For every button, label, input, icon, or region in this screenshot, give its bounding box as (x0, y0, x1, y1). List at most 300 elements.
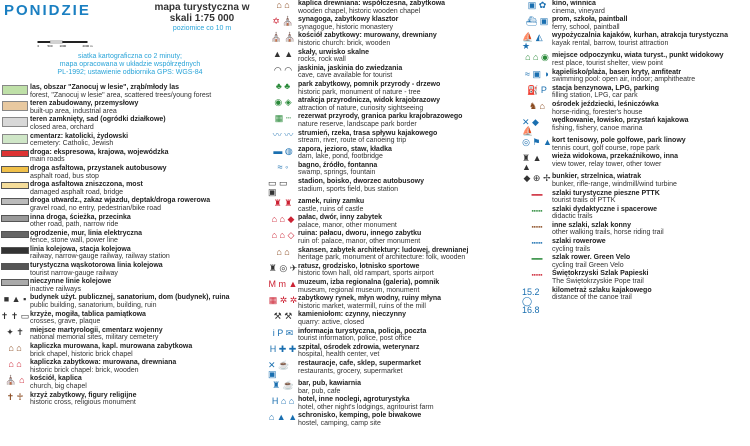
map-symbol-icon: ♣ ♣ (275, 80, 291, 91)
legend-label-en: restaurants, grocery, supermarket (298, 367, 403, 375)
legend-list-1 (0, 84, 266, 407)
legend-symbol-icon (0, 343, 30, 353)
legend-symbol-icon (522, 238, 552, 248)
legend-symbol-icon (0, 133, 30, 144)
map-symbol-icon: ≈ ▣ ◑ (525, 68, 549, 79)
map-symbol-icon: ⌂ ⌂ ◇ (271, 230, 295, 241)
area-swatch-icon (2, 134, 28, 144)
legend-text (298, 97, 520, 112)
legend-entry (268, 412, 520, 427)
legend-text (298, 0, 520, 15)
legend-text (30, 246, 266, 261)
legend-symbol-icon (522, 32, 552, 51)
legend-list-2 (268, 0, 520, 428)
legend-text (552, 69, 750, 84)
legend-label-pl: ruina: pałacu, dworu, innego zabytku (298, 230, 422, 238)
legend-label-en: nature reserve, landscape park border (298, 120, 417, 128)
legend-symbol-icon (522, 117, 552, 136)
legend-symbol-icon (522, 206, 552, 216)
legend-text (30, 343, 266, 358)
legend-label-pl: kościół zabytkowy: murowany, drewniany (298, 32, 437, 40)
legend-text (298, 178, 520, 193)
legend-label-en: dam, lake, pond, footbridge (298, 153, 383, 161)
legend-text (30, 327, 266, 342)
legend-text (552, 238, 750, 253)
legend-text (30, 165, 266, 180)
legend-entry (0, 116, 266, 131)
map-symbol-icon: 〰 〰 (272, 129, 294, 140)
legend-entry (268, 32, 520, 47)
legend-label-en: forest, "Zanocuj w lesie" area, scattered trees/young forest (30, 91, 212, 99)
legend-symbol-icon (268, 328, 298, 338)
legend-label-pl: kapliczka zabytkowa: murowana, drewniana (30, 359, 177, 367)
map-symbol-icon: ✝ ♰ (6, 391, 24, 402)
legend-label-en: ferry, school, paintball (552, 23, 620, 31)
map-symbol-icon: ▣ ✿ (527, 0, 547, 10)
legend-text (552, 16, 750, 31)
legend-symbol-icon (268, 81, 298, 91)
legend-symbol-icon (268, 97, 298, 107)
legend-text (298, 311, 520, 326)
legend-entry (0, 100, 266, 115)
legend-label-en: ruin of: palace, manor, other monument (298, 238, 421, 246)
legend-label-en: cycling trails (552, 245, 591, 253)
legend-label-en: tourist information, police, post office (298, 335, 412, 343)
legend-label-pl: droga: ekspresowa, krajowa, wojewódzka (30, 148, 169, 156)
legend-entry (268, 380, 520, 395)
map-symbol-icon: M m ▲ (268, 279, 298, 289)
legend-label-pl: schronisko, kemping, pole biwakowe (298, 412, 422, 420)
map-symbol-icon: ⛪ ⛪ (270, 32, 296, 43)
legend-symbol-icon (268, 178, 298, 197)
legend-text (30, 359, 266, 374)
legend-text (298, 247, 520, 262)
legend-label-en: The Świętokrzyskie Pope trail (552, 278, 644, 286)
legend-label-pl: stacja benzynowa, LPG, parking (552, 84, 659, 92)
legend-label-en: tourist narrow-gauge railway (30, 269, 118, 277)
legend-label-en: view tower, relay tower, other tower (552, 160, 662, 168)
legend-symbol-icon (268, 130, 298, 140)
legend-text (298, 146, 520, 161)
legend-label-en: horse-riding, forester's house (552, 108, 643, 116)
map-symbol-icon: ⌂ ▲ ▲ (268, 412, 298, 423)
legend-label-pl: kaplica drewniana: współczesna, zabytkowa (298, 0, 446, 7)
legend-label-pl: ośrodek jeździecki, leśniczówka (552, 100, 659, 108)
legend-symbol-icon (522, 254, 552, 264)
legend-text (298, 81, 520, 96)
legend-text (298, 380, 520, 395)
legend-text (30, 133, 266, 148)
legend-label-en: hostel, camping, camp site (298, 419, 381, 427)
legend-entry (268, 49, 520, 64)
map-symbol-icon: ⛵ ◭ ★ (522, 32, 543, 52)
line-style-icon (1, 247, 29, 254)
legend-entry (0, 359, 266, 374)
legend-entry (268, 295, 520, 310)
area-swatch-icon (2, 101, 28, 111)
legend-label-pl: wędkowanie, łowisko, przystań kajakowa (552, 117, 689, 125)
legend-symbol-icon (0, 84, 30, 95)
map-symbol-icon: ◠ ◠ (273, 64, 293, 75)
map-symbol-icon: ┅┅ (531, 205, 543, 216)
legend-symbol-icon (0, 165, 30, 173)
legend-label-en: palace, manor, other monument (298, 221, 397, 229)
legend-entry (522, 137, 750, 152)
map-symbol-icon: ♜ ☕ (272, 379, 294, 390)
legend-entry (268, 344, 520, 359)
legend-label-pl: zamek, ruiny zamku (298, 198, 365, 206)
legend-symbol-icon (268, 214, 298, 224)
legend-entry (268, 328, 520, 343)
legend-label-en: rest place, tourist shelter, view point (552, 59, 663, 67)
legend-entry (268, 247, 520, 262)
legend-entry (0, 165, 266, 180)
legend-text (552, 85, 750, 100)
legend-label-en: filling station, LPG, car park (552, 92, 638, 100)
legend-label-en: rocks, rock wall (298, 56, 346, 64)
legend-text (552, 206, 750, 221)
legend-symbol-icon (268, 360, 298, 379)
map-symbol-icon: ⚒ ⚒ (273, 311, 293, 322)
legend-text (298, 263, 520, 278)
map-symbol-icon: ♜ ♜ (273, 198, 293, 209)
legend-column-2 (268, 0, 520, 429)
legend-symbol-icon (522, 173, 552, 183)
legend-entry (522, 52, 750, 67)
legend-text (552, 287, 750, 302)
legend-text (298, 412, 520, 427)
legend-entry (0, 197, 266, 212)
legend-label-en: stadium, sports field, bus station (298, 185, 398, 193)
legend-label-en: asphalt road, bus stop (30, 172, 99, 180)
legend-entry (522, 206, 750, 221)
legend-label-pl: hotel, inne noclegi, agroturystyka (298, 396, 410, 404)
legend-symbol-icon (268, 49, 298, 59)
map-symbol-icon: ┅┅ (531, 238, 543, 249)
legend-text (552, 153, 750, 168)
map-symbol-icon: ┅┅ (531, 270, 543, 281)
legend-label-pl: park zabytkowy, pomnik przyrody - drzewo (298, 80, 441, 88)
legend-entry (0, 230, 266, 245)
legend-entry (0, 246, 266, 261)
map-symbol-icon: ▦ ┄ (274, 113, 292, 124)
legend-text (30, 294, 266, 309)
legend-label-en: historic park, monument of nature - tree (298, 88, 421, 96)
legend-label-en: tennis court, golf course, rope park (552, 144, 660, 152)
contour-note: poziomice co 10 m (172, 25, 232, 32)
map-symbol-icon: ◉ ◈ (274, 97, 292, 108)
legend-entry (0, 278, 266, 293)
map-symbol-icon: ♜ ▲ ▲ (522, 153, 542, 173)
legend-text (30, 116, 266, 131)
legend-text (30, 149, 266, 164)
legend-entry (268, 16, 520, 31)
legend-label-pl: droga utwardz., zakaz wjazdu, deptak/droga rowerowa (30, 197, 211, 205)
map-symbol-icon: ◆ ⊕ ✢ (523, 173, 551, 184)
legend-entry (0, 149, 266, 164)
map-symbol-icon: ◎ ⚑ ▲ (522, 137, 552, 148)
map-symbol-icon: ┅┅ (531, 221, 543, 232)
legend-entry (0, 327, 266, 342)
legend-label-en: hospital, health center, vet (298, 351, 380, 359)
legend-label-en: didactic trails (552, 213, 593, 221)
map-symbol-icon: ✕ ◆ ⛵ (522, 117, 539, 137)
legend-text (298, 65, 520, 80)
legend-label-en: gravel road, no entry, pedestrian/bike road (30, 204, 162, 212)
legend-label-pl: skansen, zabytek architektury: ludowej, drewnianej (298, 246, 469, 254)
scale-tick-3: 2000 m (82, 44, 93, 48)
map-subtitle: mapa turystyczna w skali 1:75 000 (154, 2, 250, 24)
legend-label-pl: teren zamknięty, sad (ogródki działkowe) (30, 116, 166, 124)
legend-text (30, 214, 266, 229)
legend-label-en: national memorial sites, military cemetery (30, 334, 159, 342)
legend-text (298, 32, 520, 47)
legend-text (30, 262, 266, 277)
legend-text (298, 279, 520, 294)
legend-label-en: historic market, watermill, ruins of the mill (298, 302, 426, 310)
legend-symbol-icon (268, 263, 298, 273)
legend-symbol-icon (268, 65, 298, 75)
legend-entry (0, 214, 266, 229)
legend-symbol-icon (522, 270, 552, 280)
legend-label-pl: szlaki turystyczne pieszne PTTK (552, 189, 660, 197)
legend-label-en: closed area, orchard (30, 123, 94, 131)
legend-label-en: railway, narrow-gauge railway, railway station (30, 253, 170, 261)
legend-text (552, 222, 750, 237)
legend-entry (268, 65, 520, 80)
legend-label-en: cycling trail Green Velo (552, 261, 624, 269)
legend-text (30, 392, 266, 407)
map-symbol-icon: ♜ ◎ ✈ (268, 262, 298, 273)
legend-label-pl: atrakcja przyrodnicza, widok krajobrazowy (298, 97, 440, 105)
legend-symbol-icon (268, 162, 298, 172)
legend-label-pl: budynek użyt. publicznej, sanatorium, dom (budynek), ruina (30, 294, 230, 302)
legend-text (30, 181, 266, 196)
legend-symbol-icon (268, 230, 298, 240)
map-symbol-icon: ⛴ ▣ (525, 16, 549, 27)
legend-label-en: historic town hall, old rampart, sports airport (298, 270, 434, 278)
scale-tick-1: 500 (47, 44, 53, 48)
legend-label-en: bunker, rifle-range, windmill/wind turbine (552, 180, 677, 188)
legend-label-en: damaged asphalt road, bridge (30, 188, 124, 196)
legend-label-pl: szlaki dydaktyczne i spacerowe (552, 205, 658, 213)
legend-entry (0, 133, 266, 148)
legend-text (30, 230, 266, 245)
legend-label-en: main roads (30, 156, 65, 164)
map-symbol-icon: ▲ ▲ (272, 48, 294, 59)
legend-label-pl: inne szlaki, szlak konny (552, 221, 631, 229)
legend-symbol-icon (268, 113, 298, 123)
legend-symbol-icon (268, 32, 298, 42)
legend-text (298, 230, 520, 245)
legend-entry (268, 81, 520, 96)
grid-note-line: mapa opracowana w układzie współrzędnych (59, 61, 201, 68)
legend-entry (522, 238, 750, 253)
legend-label-en: fence, stone wall, power line (30, 237, 118, 245)
legend-entry (0, 311, 266, 326)
legend-symbol-icon (0, 116, 30, 127)
legend-symbol-icon (522, 0, 552, 10)
legend-label-pl: kilometraż szlaku kajakowego (552, 286, 652, 294)
legend-text (30, 100, 266, 115)
map-symbol-icon: H ✚ ✚ (269, 343, 297, 354)
grid-note-line: PL-1992; ustawienie odbiornika GPS: WGS-84 (57, 69, 203, 76)
line-style-icon (1, 263, 29, 270)
legend-text (552, 32, 750, 47)
legend-label-en: quarry: active, closed (298, 318, 365, 326)
legend-label-pl: bunkier, strzelnica, wiatrak (552, 173, 642, 181)
map-symbol-icon: ▭ ▭ ▣ (268, 178, 288, 198)
line-style-icon (1, 231, 29, 238)
legend-label-en: cemetery: Catholic, Jewish (30, 140, 114, 148)
legend-entry (268, 162, 520, 177)
map-symbol-icon: ⌂ ⌂ (8, 359, 22, 370)
legend-symbol-icon (268, 146, 298, 156)
legend-label-en: cinema, vineyard (552, 7, 605, 15)
map-symbol-icon: ♞ ⌂ (528, 100, 545, 111)
legend-text (30, 375, 266, 390)
legend-entry (268, 263, 520, 278)
legend-label-en: cave, cave available for tourist (298, 72, 393, 80)
legend-text (298, 214, 520, 229)
scale-bar (4, 40, 134, 50)
legend-text (298, 49, 520, 64)
legend-text (298, 396, 520, 411)
legend-text (298, 360, 520, 375)
legend-symbol-icon (522, 69, 552, 79)
legend-symbol-icon (268, 247, 298, 257)
legend-label-en: tourist trails of PTTK (552, 197, 616, 205)
legend-text (298, 295, 520, 310)
map-symbol-icon: ≈ ◦ (277, 161, 289, 172)
legend-column-3 (522, 0, 750, 316)
map-symbol-icon: ▦ ✲ ✲ (268, 295, 298, 306)
legend-entry (0, 262, 266, 277)
legend-symbol-icon (0, 311, 30, 321)
legend-label-pl: bagno, źródło, fontanna (298, 161, 378, 169)
legend-symbol-icon (268, 295, 298, 305)
legend-label-pl: kościół, kaplica (30, 375, 82, 383)
legend-entry (522, 173, 750, 188)
area-swatch-icon (2, 117, 28, 127)
map-symbol-icon: ⌂ ⌂ (276, 0, 290, 10)
legend-label-pl: rezerwat przyrody, granica parku krajobrazowego (298, 113, 463, 121)
legend-symbol-icon (0, 181, 30, 189)
grid-note (0, 53, 260, 77)
legend-entry (522, 287, 750, 315)
legend-entry (268, 113, 520, 128)
legend-symbol-icon (0, 214, 30, 222)
legend-symbol-icon (0, 246, 30, 254)
scale-tick-2: 1000 (59, 44, 67, 48)
map-symbol-icon: ✦ ✝ (6, 326, 24, 337)
legend-entry (0, 294, 266, 309)
legend-label-pl: zapora, jezioro, staw, kładka (298, 145, 392, 153)
legend-label-pl: droga asfaltowa, przystanek autobusowy (30, 164, 167, 172)
legend-label-en: stream, river, route of canoeing trip (298, 137, 407, 145)
legend-entry (522, 153, 750, 172)
map-symbol-icon: H ⌂ ⌂ (271, 396, 295, 407)
legend-text (552, 0, 750, 15)
legend-label-en: swamp, springs, fountain (298, 169, 376, 177)
legend-label-en: castle, ruins of castle (298, 205, 364, 213)
legend-entry (268, 230, 520, 245)
map-symbol-icon: ━━ (531, 254, 543, 265)
legend-text (30, 84, 266, 99)
legend-label-en: historic cross, religious monument (30, 399, 136, 407)
map-symbol-icon: ■ ▲ ▪ (3, 294, 27, 305)
legend-label-en: kayak rental, barrow, tourist attraction (552, 39, 669, 47)
legend-text (552, 254, 750, 269)
map-title: PONIDZIE (4, 2, 91, 19)
legend-text (30, 197, 266, 212)
legend-label-pl: bar, pub, kawiarnia (298, 379, 362, 387)
legend-label-en: attraction of nature, curiosity sightseeing (298, 104, 424, 112)
legend-label-pl: linia kolejowa, stacja kolejowa (30, 245, 131, 253)
line-style-icon (1, 215, 29, 222)
legend-label-pl: pałac, dwór, inny zabytek (298, 214, 383, 222)
legend-label-pl: ogrodzenie, mur, linia elektryczna (30, 229, 143, 237)
legend-label-pl: miejsce martyrologii, cmentarz wojenny (30, 326, 163, 334)
map-symbol-icon: ⌂ ⌂ ◉ (525, 52, 549, 63)
legend-entry (268, 178, 520, 197)
legend-text (298, 344, 520, 359)
legend-label-en: synagogue, historic monastery (298, 23, 393, 31)
legend-text (298, 328, 520, 343)
legend-entry (268, 396, 520, 411)
legend-symbol-icon (0, 327, 30, 337)
legend-label-en: distance of the canoe trail (552, 294, 632, 302)
legend-label-en: historic church: brick, wooden (298, 39, 391, 47)
line-style-icon (1, 150, 29, 157)
legend-symbol-icon (268, 311, 298, 321)
legend-label-en: museum, regional museum, monument (298, 286, 420, 294)
map-symbol-icon: ⌂ ⌂ (276, 246, 290, 257)
legend-label-pl: szpital, ośrodek zdrowia, weterynarz (298, 343, 420, 351)
legend-label-pl: kamieniołom: czynny, nieczynny (298, 311, 407, 319)
legend-text (30, 311, 266, 326)
legend-symbol-icon (0, 375, 30, 385)
legend-label-pl: krzyż zabytkowy, figury religijne (30, 391, 137, 399)
legend-label-en: fishing, fishery, canoe marina (552, 124, 643, 132)
legend-symbol-icon (0, 392, 30, 402)
legend-entry (268, 0, 520, 15)
legend-label-pl: cmentarz: katolicki, żydowski (30, 132, 129, 140)
legend-label-pl: kąpielisko/plaża, basen kryty, amfiteatr (552, 68, 682, 76)
legend-entry (268, 198, 520, 213)
legend-text (552, 117, 750, 132)
legend-label-pl: droga asfaltowa zniszczona, most (30, 181, 143, 189)
legend-symbol-icon (522, 85, 552, 95)
legend-symbol-icon (268, 380, 298, 390)
legend-entry (268, 130, 520, 145)
legend-label-en: other road, path, narrow ride (30, 221, 119, 229)
legend-label-pl: stadion, boisko, dworzec autobusowy (298, 178, 425, 186)
legend-entry (522, 32, 750, 51)
legend-symbol-icon (268, 16, 298, 26)
area-swatch-icon (2, 85, 28, 95)
legend-symbol-icon (268, 344, 298, 354)
legend-symbol-icon (0, 294, 30, 304)
legend-label-pl: strumień, rzeka, trasa spływu kajakowego (298, 129, 438, 137)
legend-label-pl: nieczynne linie kolejowe (30, 278, 112, 286)
legend-symbol-icon (268, 198, 298, 208)
legend-text (298, 113, 520, 128)
legend-symbol-icon (522, 52, 552, 62)
legend-entry (268, 279, 520, 294)
legend-entry (0, 392, 266, 407)
map-symbol-icon: ✕ ☕ ▣ (268, 359, 290, 379)
